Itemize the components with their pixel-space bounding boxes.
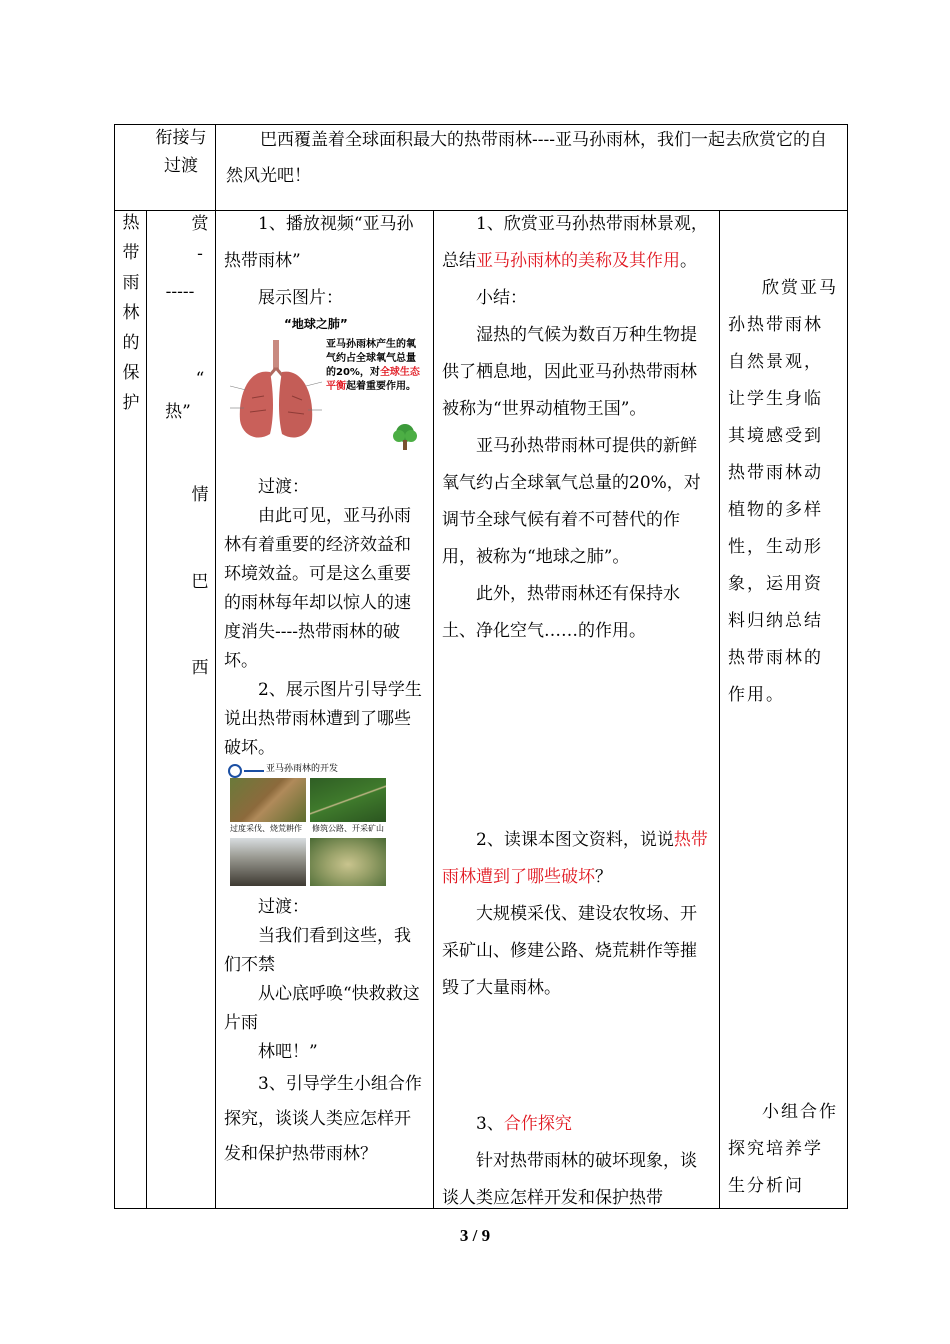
transition-text-2c: 林吧！” (258, 1042, 318, 1062)
transition-text-2a: 当我们看到这些，我们不禁 (224, 926, 411, 975)
subtitle-part: - (197, 244, 203, 264)
lungs-icon (230, 338, 322, 448)
student-step-2-text: 2、读课本图文资料，说说 (476, 830, 674, 850)
student-activity-cell (442, 206, 712, 650)
intro-cell (226, 122, 840, 194)
caption-text-end: 起着重要作用。 (346, 381, 416, 392)
teacher-activity-cell-3 (224, 893, 426, 1172)
transition-text-2b: 从心底呼唤“快救救这片雨 (224, 984, 420, 1033)
design-intent-1: 欣赏亚马孙热带雨林自然景观，让学生身临其境感受到热带雨林动植物的多样性，生动形象，运用资料归纳总结热带雨林的作用。 (728, 278, 838, 705)
stage-cell (150, 124, 212, 180)
figure-logo (228, 764, 242, 778)
student-step-1-highlight: 亚马孙雨林的美称及其作用 (476, 251, 680, 271)
figure-caption-2: 修筑公路、开采矿山 (312, 824, 384, 833)
section-title: 热带雨林的保护 (122, 213, 140, 413)
summary-para-3: 此外，热带雨林还有保持水土、净化空气……的作用。 (442, 584, 680, 641)
photo-road (310, 778, 386, 822)
table-border-left (114, 124, 115, 1209)
student-step-1-end: 。 (680, 251, 697, 271)
summary-para-2: 亚马孙热带雨林可提供的新鲜氧气约占全球氧气总量的20%，对调节全球气候有着不可替代的作用，被称为“地球之肺”。 (442, 436, 701, 567)
subtitle-part: 情 (191, 485, 209, 505)
student-step-3 (442, 1106, 712, 1143)
subtitle-part: 赏 (191, 214, 209, 234)
lungs-figure-title: “地球之肺” (284, 317, 348, 331)
caption-highlight: 全球生态平衡 (326, 367, 420, 392)
table-border-right (847, 124, 848, 1209)
col-divider-0 (146, 210, 147, 1209)
lungs-figure (226, 316, 422, 456)
student-step-3-text: 3、 (476, 1114, 504, 1134)
photo-logging (230, 778, 306, 822)
transition-label-2: 过渡： (258, 897, 309, 917)
teacher-activity-cell-2 (224, 472, 426, 763)
figure-caption-1: 过度采伐、烧荒耕作 (230, 824, 302, 833)
photo-mine (310, 838, 386, 886)
student-step-2 (442, 822, 712, 896)
design-intent-cell (728, 270, 840, 714)
summary-para-1: 湿热的气候为数百万种生物提供了栖息地，因此亚马孙热带雨林被称为“世界动植物王国”。 (442, 325, 697, 419)
col-divider-1 (215, 124, 216, 1209)
photo-burnt-forest (230, 838, 306, 886)
rainforest-development-figure (226, 762, 388, 888)
student-activity-cell-3 (442, 1106, 712, 1217)
transition-text-1: 由此可见，亚马孙雨林有着重要的经济效益和环境效益。可是这么重要的雨林每年却以惊人的速度消失----热带雨林的破坏。 (224, 506, 411, 671)
subtitle-part: 西 (191, 658, 209, 678)
subtitle-part: “ (195, 369, 205, 389)
stage-label: 衔接与过渡 (155, 128, 207, 176)
design-intent-cell-2 (728, 1094, 840, 1205)
tree-icon (390, 422, 420, 452)
student-step-1 (442, 206, 712, 280)
student-step-2-end: ？ (595, 867, 612, 887)
page-number: 3 / 9 (459, 1226, 491, 1245)
section-column (118, 208, 144, 418)
damage-answer: 大规模采伐、建设农牧场、开采矿山、修建公路、烧荒耕作等摧毁了大量雨林。 (442, 904, 697, 998)
transition-label-1: 过渡： (258, 477, 309, 497)
design-intent-2: 小组合作探究培养学生分析问 (728, 1102, 838, 1196)
subtitle-part: 巴 (191, 572, 209, 592)
col-divider-2 (433, 210, 434, 1209)
col-divider-3 (719, 210, 720, 1209)
student-step-2-highlight: 热带雨林遭到了哪些破坏 (442, 830, 708, 887)
caption-text: 亚马孙雨林产生的氧气约占全球氧气总量的20%，对 (326, 339, 416, 378)
lungs-figure-caption (326, 338, 422, 394)
figure-2-title: 亚马孙雨林的开发 (266, 764, 339, 774)
student-activity-cell-2 (442, 822, 712, 1007)
teacher-step-3: 3、引导学生小组合作探究，谈谈人类应怎样开发和保护热带雨林？ (224, 1074, 422, 1164)
teacher-step-1: 1、播放视频“亚马孙热带雨林” (224, 214, 414, 271)
figure-title-bar (244, 770, 264, 772)
intro-text: 巴西覆盖着全球面积最大的热带雨林----亚马孙雨林，我们一起去欣赏它的自然风光吧！ (226, 130, 827, 186)
summary-label: 小结： (476, 288, 527, 308)
subtitle-part: 热” (165, 402, 191, 422)
cooperation-text: 针对热带雨林的破坏现象，谈谈人类应怎样开发和保护热带 (442, 1151, 697, 1208)
student-step-1-text: 1、欣赏亚马孙热带雨林景观，总结 (442, 214, 708, 271)
teacher-activity-cell (224, 206, 426, 317)
teacher-show-images: 展示图片： (258, 288, 343, 308)
student-step-3-highlight: 合作探究 (503, 1114, 572, 1134)
subtitle-part: ----- (165, 282, 195, 302)
teacher-step-2: 2、展示图片引导学生说出热带雨林遭到了哪些破坏。 (224, 680, 422, 758)
